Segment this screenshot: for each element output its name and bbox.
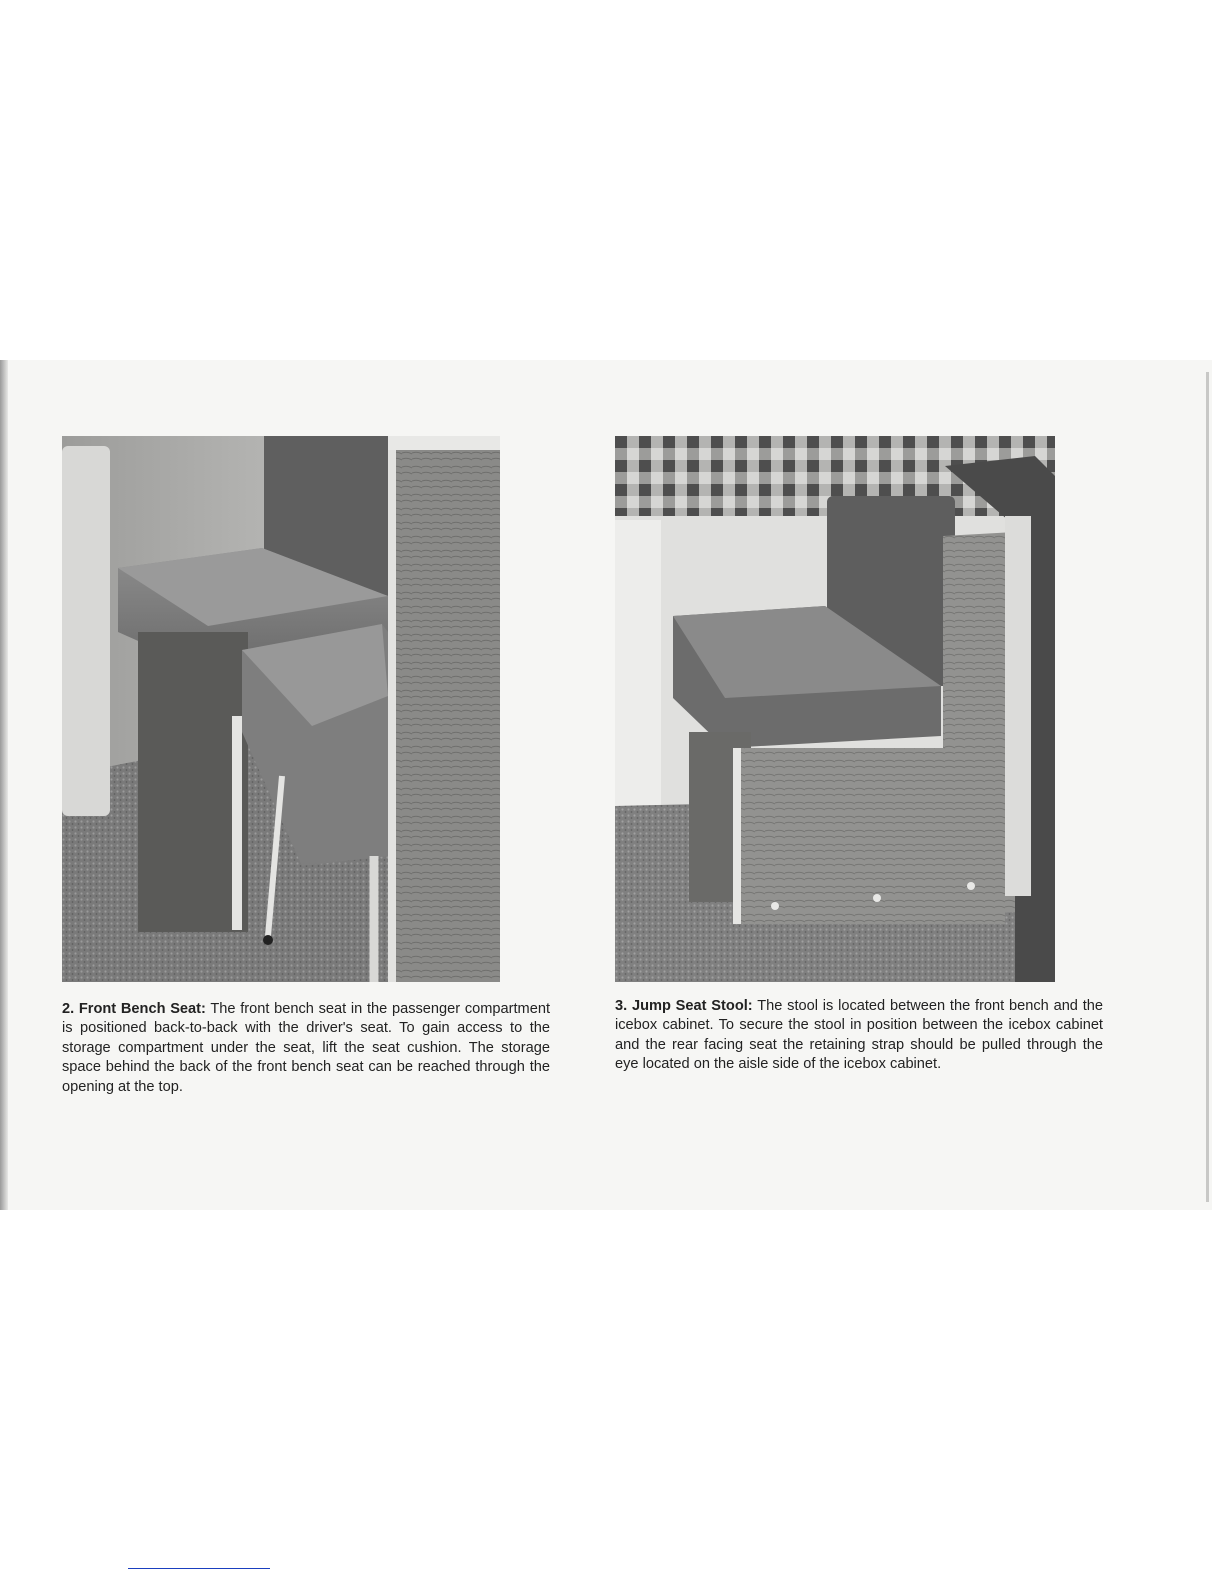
caption-body: The stool is located between the front bench and the icebox cabinet. To secure the stool in position between the icebox cabinet and the rear facing seat the retaining strap should be pulled through the eye located on the aisle side of the icebox cabinet. — [615, 998, 1104, 1073]
jump-seat-stool-caption — [615, 997, 1103, 1075]
front-bench-seat-photo — [62, 436, 500, 982]
caption-body: The front bench seat in the passenger compartment is positioned back-to-back with the driver's seat. To gain access to the storage compartment under the seat, lift the seat cushion. The storage space behind the back of the front bench seat can be reached through the opening at the top. — [62, 1001, 550, 1095]
front-bench-seat-caption — [62, 1000, 550, 1097]
caption-heading: 3. Jump Seat Stool: — [615, 998, 753, 1014]
caption-heading: 2. Front Bench Seat: — [62, 1001, 206, 1017]
page-binding-edge — [0, 360, 8, 1210]
page-right-edge — [1206, 372, 1209, 1202]
footer-rule — [128, 1568, 270, 1569]
jump-seat-stool-photo — [615, 436, 1055, 982]
